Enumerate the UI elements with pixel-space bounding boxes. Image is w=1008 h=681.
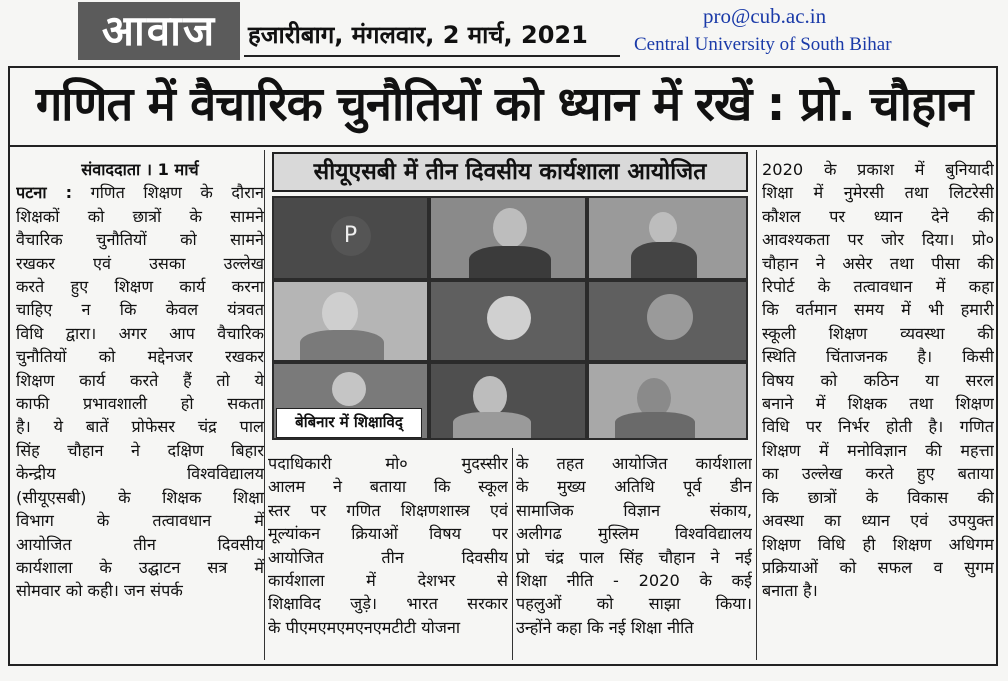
dateline: हजारीबाग, मंगलवार, 2 मार्च, 2021	[248, 21, 588, 49]
text-line: के पीएमएमएमएनएमटीटी योजना	[268, 617, 461, 637]
text-line: पदाधिकारी मो० मुदस्सीर	[268, 454, 508, 473]
text-line: चौहान ने असेर तथा पीसा की	[762, 253, 994, 273]
text-line: कि वर्तमान समय में भी हमारी	[762, 300, 994, 320]
text-line: (सीयूएसबी) के शिक्षक शिक्षा	[16, 487, 264, 507]
webinar-photo	[272, 196, 748, 440]
text-line: करते हुए शिक्षण कार्य करना	[16, 277, 264, 297]
text-line: प्रो चंद्र पाल सिंह चौहान ने नई	[516, 547, 752, 567]
headline: गणित में वैचारिक चुनौतियों को ध्यान में रखें : प्रो. चौहान	[35, 77, 973, 132]
university-name: Central University of South Bihar	[634, 34, 892, 55]
text-line: सामाजिक विज्ञान संकाय,	[516, 500, 752, 520]
participant-tile	[431, 198, 585, 278]
participant-tile	[431, 282, 585, 360]
text-line: है। ये बातें प्रोफेसर चंद्र पाल	[16, 417, 264, 437]
participant-tile	[589, 364, 746, 438]
byline: संवाददाता । 1 मार्च	[81, 160, 199, 179]
text-line: शिक्षा में नुमेरसी तथा लिटरेसी	[762, 183, 994, 203]
place-label: पटना :	[16, 183, 73, 203]
text-line: के तहत आयोजित कार्यशाला	[516, 454, 752, 473]
text-line: विधि पर निर्भर होती है। गणित	[762, 417, 994, 437]
first-line	[16, 181, 264, 204]
text-line: शिक्षण कार्य करते हैं तो ये	[16, 370, 264, 390]
text-line: के मुख्य अतिथि पूर्व डीन	[516, 477, 752, 497]
text-line: आयोजित तीन दिवसीय	[16, 534, 264, 554]
text-line: प्रक्रियाओं को सफल व सुगम	[762, 557, 994, 577]
text-line: शिक्षकों को छात्रों के सामने	[16, 206, 264, 226]
column-rule	[756, 150, 757, 660]
text-line: काफी प्रभावशाली हो सकता	[16, 394, 264, 414]
column-2-body	[268, 452, 508, 639]
photo-caption: बेबिनार में शिक्षाविद्	[276, 408, 422, 438]
column-4-body	[762, 158, 994, 603]
column-3	[516, 452, 752, 639]
text-line: शिक्षण में मनोविज्ञान की महत्ता	[762, 440, 994, 460]
text-line: सिंह चौहान ने दक्षिण बिहार	[16, 440, 264, 460]
text-line: आलम ने बताया कि स्कूल	[268, 477, 508, 497]
column-1	[16, 158, 264, 603]
text-line: विषय को कठिन या सरल	[762, 370, 994, 390]
text-line: विभाग के तत्वावधान में	[16, 511, 264, 531]
participant-tile	[274, 198, 427, 278]
participant-avatar: P	[331, 216, 371, 256]
column-3-body	[516, 452, 752, 639]
text-line: कार्यशाला के उद्घाटन सत्र में	[16, 557, 264, 577]
participant-tile	[431, 364, 585, 438]
text-line: मूल्यांकन क्रियाओं विषय पर	[268, 524, 508, 544]
text-line: शिक्षण विधि ही शिक्षण अधिगम	[762, 534, 994, 554]
column-rule	[512, 448, 513, 660]
text-line: आयोजित तीन दिवसीय	[268, 547, 508, 567]
text-line: बनाता है।	[762, 581, 818, 601]
newspaper-logo: आवाज	[78, 2, 240, 60]
text-line: सोमवार को कही। जन संपर्क	[16, 581, 183, 601]
headline-rule	[10, 145, 996, 147]
text-line: रखकर एवं उसका उल्लेख	[16, 253, 264, 273]
text-line: चाहिए न कि केवल यंत्रवत	[16, 300, 264, 320]
text-line: चुनौतियों को मद्देनजर रखकर	[16, 347, 264, 367]
column-rule	[264, 150, 265, 660]
text-line: का उल्लेख करते हुए बताया	[762, 464, 994, 484]
text-line: कि छात्रों के विकास की	[762, 487, 994, 507]
participant-tile	[589, 198, 746, 278]
participant-tile	[274, 282, 427, 360]
participant-tile	[589, 282, 746, 360]
first-line-text: गणित शिक्षण के दौरान	[72, 183, 264, 203]
text-line: उन्होंने कहा कि नई शिक्षा नीति	[516, 617, 694, 637]
text-line: स्थिति चिंताजनक है। किसी	[762, 347, 994, 367]
text-line: कार्यशाला में देशभर से	[268, 571, 508, 591]
text-line: पहलुओं को साझा किया।	[516, 594, 752, 614]
text-line: केन्द्रीय विश्वविद्यालय	[16, 464, 264, 484]
contact-email: pro@cub.ac.in	[703, 4, 827, 28]
text-line: अलीगढ मुस्लिम विश्वविद्यालय	[516, 524, 752, 544]
subheading: सीयूएसबी में तीन दिवसीय कार्यशाला आयोजित	[272, 152, 748, 192]
dateline-rule	[244, 55, 620, 57]
text-line: शिक्षा नीति - 2020 के कई	[516, 571, 752, 591]
column-2	[268, 452, 508, 639]
text-line: वैचारिक चुनौतियों को सामने	[16, 230, 264, 250]
text-line: रिपोर्ट के तत्वावधान में कहा	[762, 277, 994, 297]
text-line: 2020 के प्रकाश में बुनियादी	[762, 160, 994, 179]
text-line: स्तर पर गणित शिक्षणशास्त्र एवं	[268, 500, 508, 520]
column-4	[762, 158, 994, 603]
text-line: आवश्यकता पर जोर दिया। प्रो०	[762, 230, 994, 250]
text-line: स्कूली शिक्षण व्यवस्था की	[762, 323, 994, 343]
column-1-body	[16, 205, 264, 603]
text-line: बनाने में शिक्षक तथा शिक्षण	[762, 394, 994, 414]
text-line: शिक्षाविद जुड़े। भारत सरकार	[268, 594, 508, 614]
text-line: विधि द्वारा। अगर आप वैचारिक	[16, 323, 264, 343]
text-line: अवस्था का ध्यान एवं उपयुक्त	[762, 511, 994, 531]
text-line: कौशल पर ध्यान देने की	[762, 206, 994, 226]
